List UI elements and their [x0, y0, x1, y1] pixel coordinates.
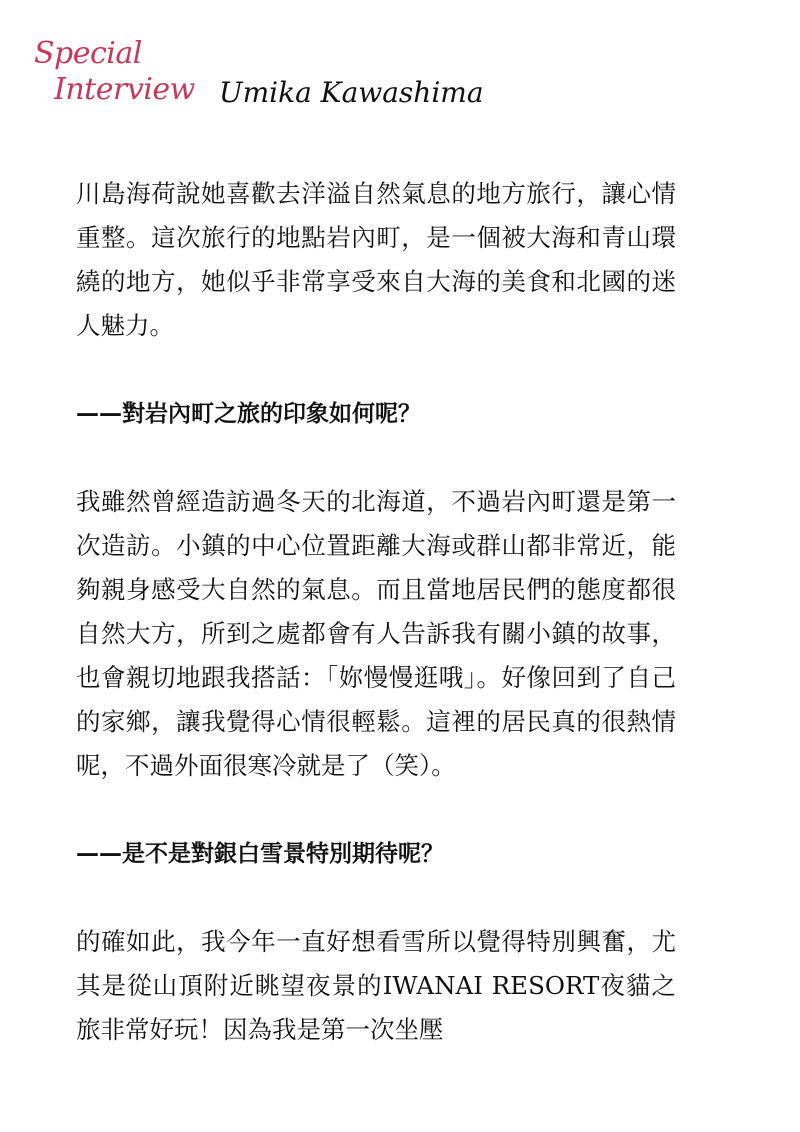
answer-1-paragraph: 我雖然曾經造訪過冬天的北海道，不過岩內町還是第一次造訪。小鎮的中心位置距離大海或群山都非常近，能夠親身感受大自然的氣息。而且當地居民們的態度都很自然大方，所到之處都會有人告訴我有關小鎮的故事，也會親切地跟我搭話：「妳慢慢逛哦」。好像回到了自己的家鄉，讓我覺得心情很輕鬆。這裡的居民真的很熱情呢，不過外面很寒冷就是了（笑）。 [76, 487, 676, 780]
answer-2-paragraph: 的確如此，我今年一直好想看雪所以覺得特別興奮，尤其是從山頂附近眺望夜景的IWANAI RESORT夜貓之旅非常好玩！因為我是第一次坐壓 [76, 927, 676, 1044]
logo-word-interview: Interview [54, 72, 195, 107]
intro-paragraph: 川島海荷說她喜歡去洋溢自然氣息的地方旅行，讓心情重整。這次旅行的地點岩內町，是一個被大海和青山環繞的地方，她似乎非常享受來自大海的美食和北國的迷人魅力。 [76, 179, 676, 340]
article-body [76, 172, 676, 1052]
logo-word-special: Special [34, 36, 142, 71]
page-header [34, 36, 534, 116]
interviewee-name: Umika Kawashima [219, 76, 484, 109]
question-2: ——是不是對銀白雪景特別期待呢？ [76, 841, 444, 867]
special-interview-logo [34, 36, 224, 111]
question-1: ——對岩內町之旅的印象如何呢？ [76, 401, 421, 427]
